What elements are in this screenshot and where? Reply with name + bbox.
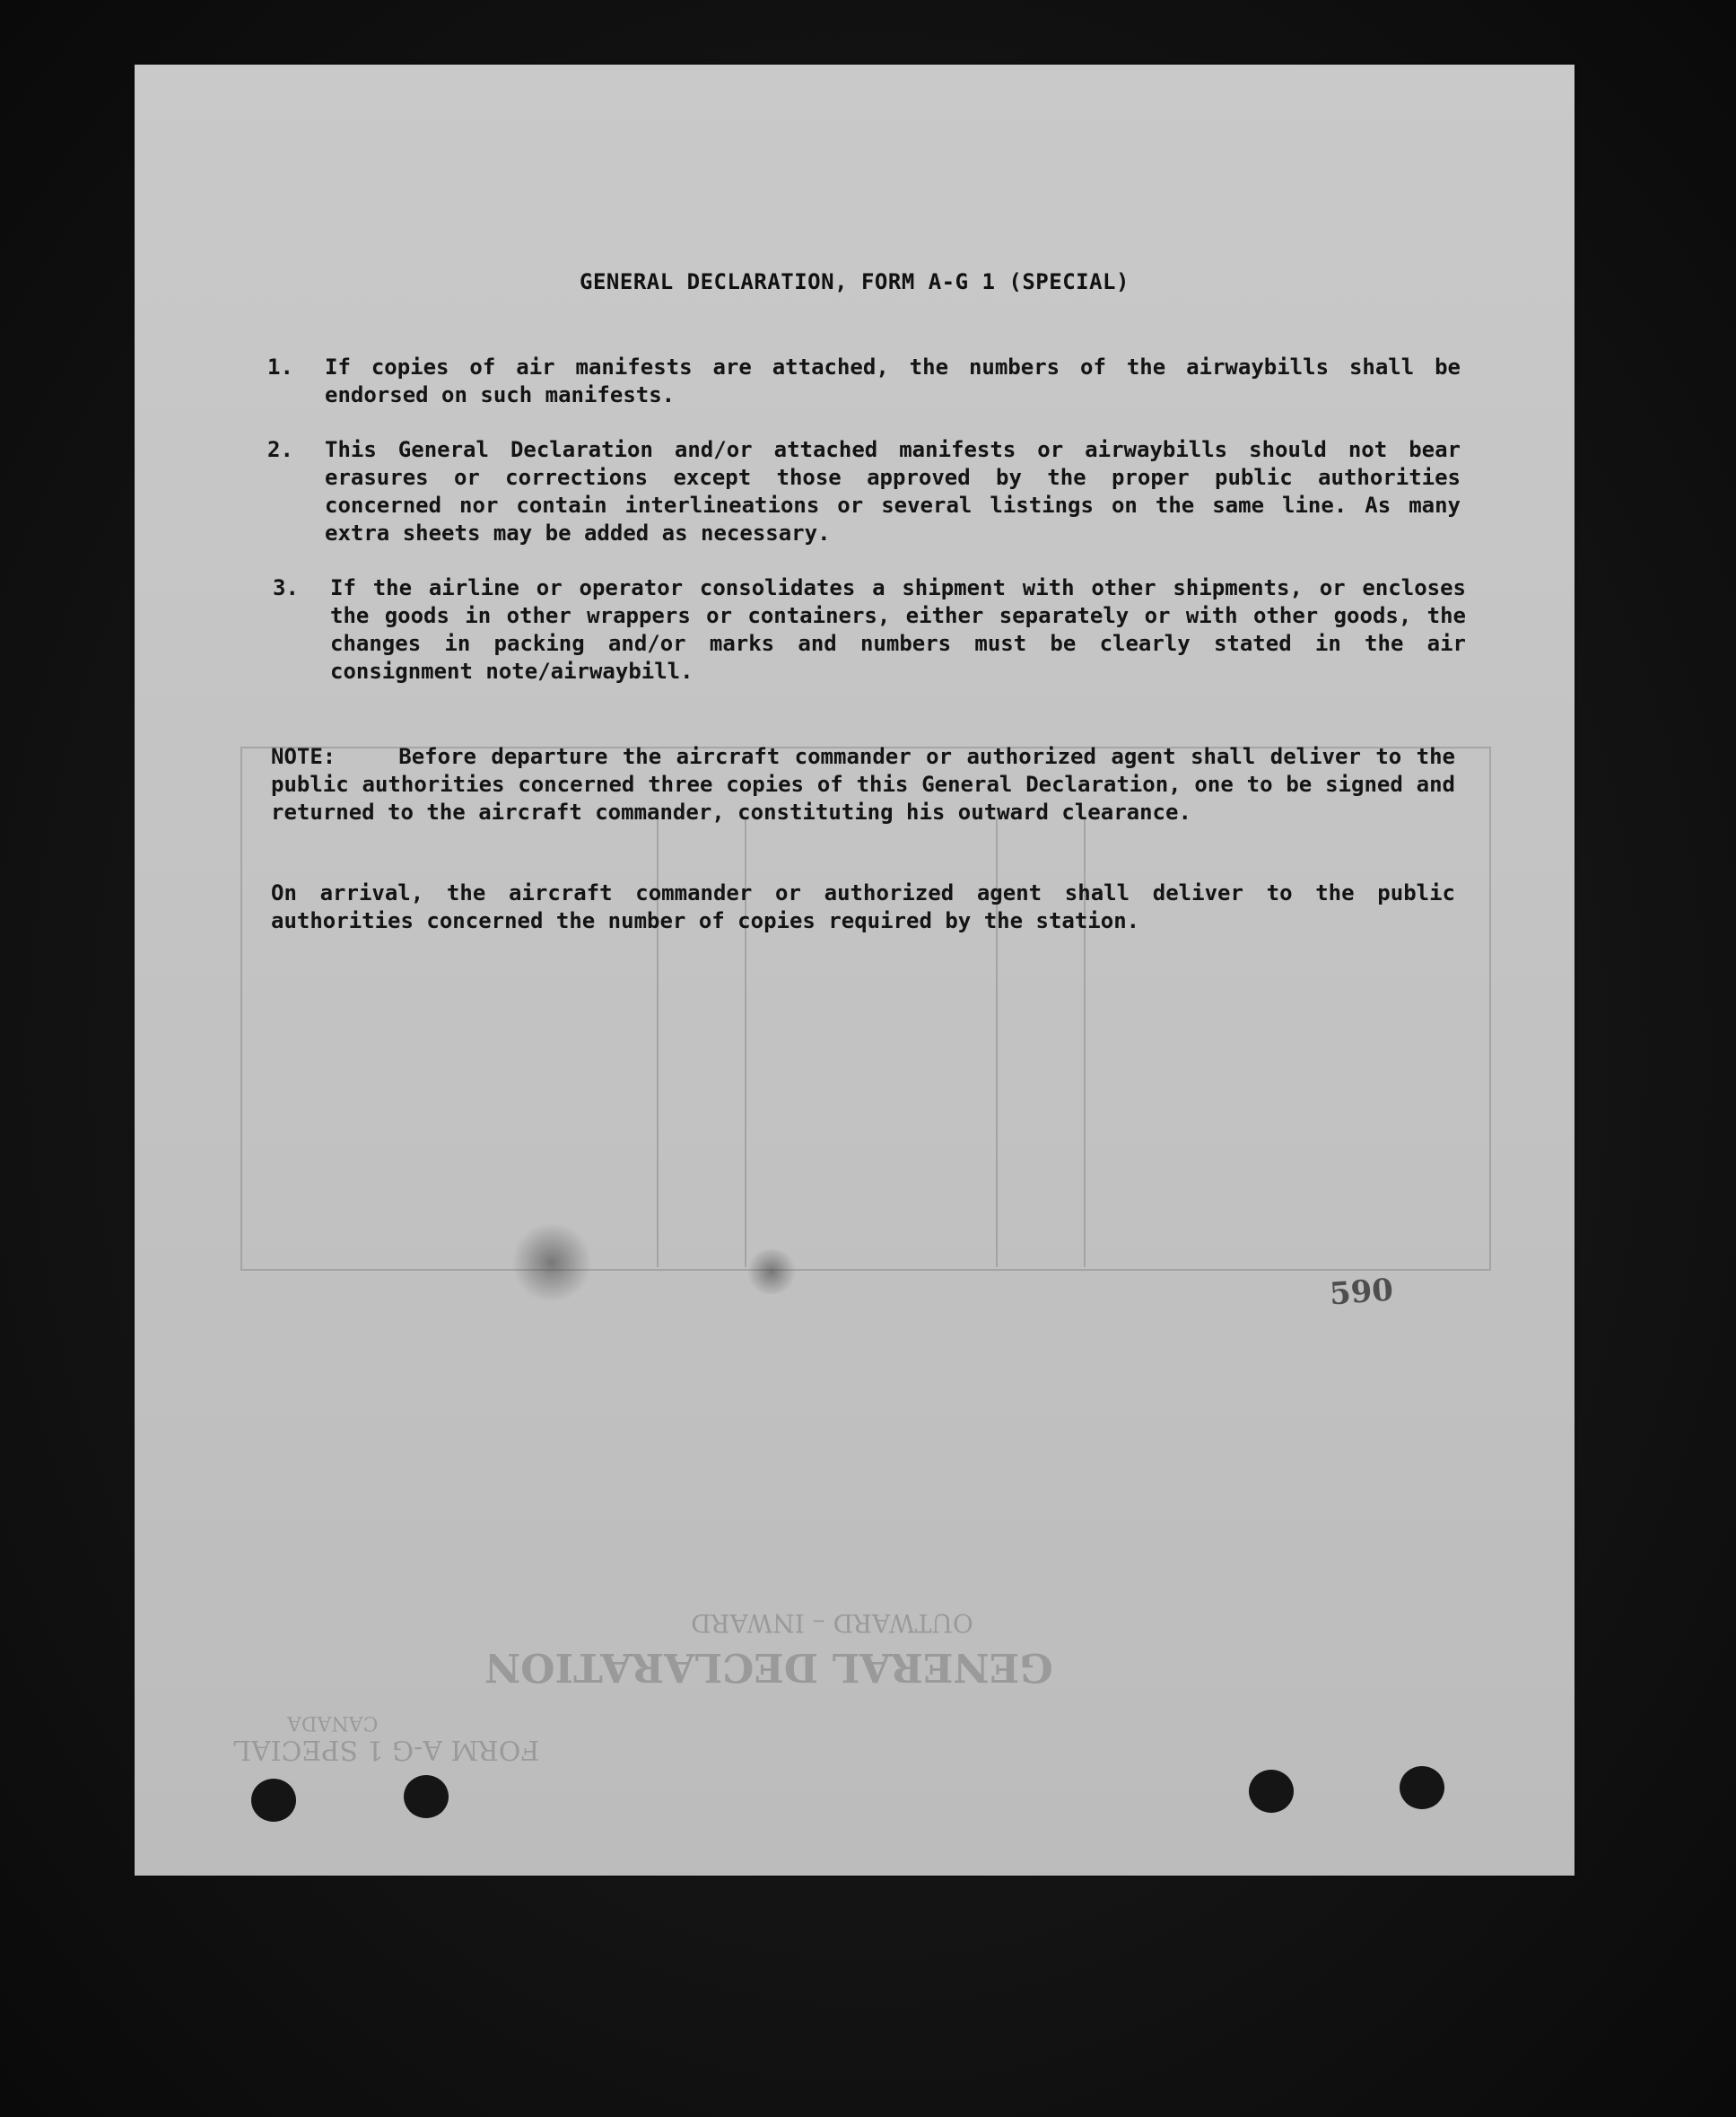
item-number: 1.: [267, 354, 293, 380]
item-number: 2.: [267, 437, 293, 462]
bleed-through-text: CANADA: [287, 1711, 379, 1734]
item-text: This General Declaration and/or attached manifests or airwaybills should not bear erasures or corrections except those approved by the proper public authorities concerned nor contain interlineations or several listings on the same line. As many extra sheets may be added as necessary.: [325, 437, 1461, 546]
handwritten-stamp-number: 590: [1328, 1272, 1395, 1313]
bleed-through-text: FORM A-G 1 SPECIAL: [233, 1734, 540, 1765]
bleed-through-text: GENERAL DECLARATION: [484, 1644, 1053, 1690]
instruction-item-1: [267, 354, 1461, 409]
note-paragraph-1: [271, 743, 1455, 827]
note-label: NOTE:: [271, 744, 336, 769]
punch-hole: [1400, 1766, 1444, 1809]
item-number: 3.: [273, 575, 299, 600]
document-title: GENERAL DECLARATION, FORM A-G 1 (SPECIAL): [580, 269, 1130, 294]
item-text: If the airline or operator consolidates a shipment with other shipments, or encloses the goods in other wrappers or containers, either separately or with other goods, the changes in packing and/or marks and numbers must be clearly stated in the air consignment note/airwaybill.: [330, 575, 1466, 684]
note-text: Before departure the aircraft commander or authorized agent shall deliver to the public authorities concerned three copies of this General Declaration, one to be signed and returned to the aircraft commander, constituting his outward clearance.: [271, 744, 1455, 825]
instruction-item-2: [267, 436, 1461, 547]
ink-smudge: [511, 1222, 592, 1303]
bleed-through-text: OUTWARD – INWARD: [691, 1608, 973, 1638]
ink-smudge: [745, 1249, 798, 1294]
instruction-item-3: [273, 574, 1466, 686]
item-text: If copies of air manifests are attached, the numbers of the airwaybills shall be endorsed on such manifests.: [325, 354, 1461, 407]
note-paragraph-2: [271, 879, 1455, 935]
document-page: [135, 65, 1575, 1876]
punch-hole: [251, 1779, 296, 1822]
punch-hole: [404, 1775, 449, 1818]
note-text: On arrival, the aircraft commander or authorized agent shall deliver to the public authorities concerned the number of copies required by the station.: [271, 880, 1455, 933]
punch-hole: [1249, 1770, 1294, 1813]
